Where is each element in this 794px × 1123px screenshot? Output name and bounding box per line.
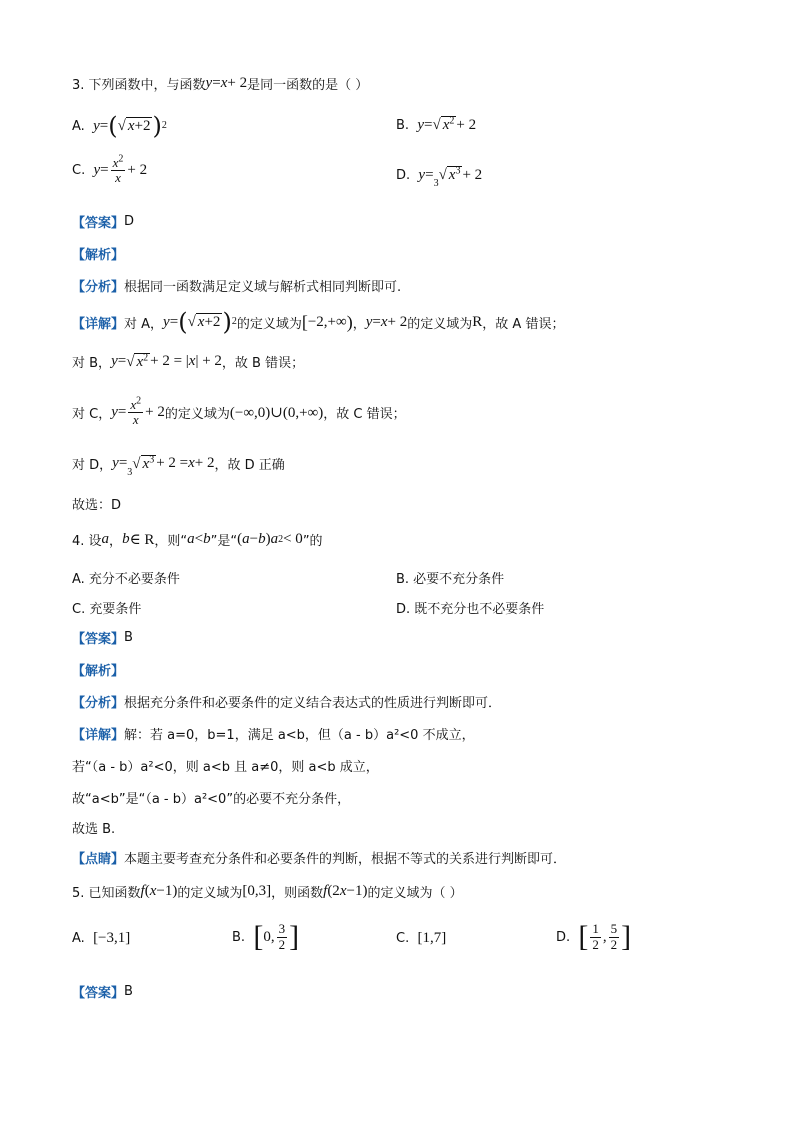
q5-option-d: D. [ $\frac{1}{2}$ , $\frac{5}{2}$ ] — [556, 920, 632, 953]
q3-detail-d: 对 D， y = 3 √ $x^3$ + 2 = x + 2 ，故 D 正确 — [72, 454, 285, 478]
q3-option-c: C. y = $\frac{x^2}{x}$ + 2 — [72, 153, 148, 186]
q3-stem: 3. 下列函数中，与函数 y = x + 2 是同一函数的是（ ） — [72, 75, 369, 93]
q5-stem: 5. 已知函数 f ( x −1) 的定义域为 [0,3] ，则函数 f (2 x −1) 的定义域为（ ） — [72, 883, 463, 901]
q5-option-b: B. [ 0, $\frac{3}{2}$ ] — [232, 920, 300, 953]
q4-option-a: A. 充分不必要条件 — [72, 572, 180, 587]
q4-detail-line-3: 故“a<b”是“（a - b）a²<0”的必要不充分条件， — [72, 792, 351, 807]
q3-choose: 故选：D — [72, 498, 122, 513]
q4-dianjing: 【点睛】 本题主要考查充分条件和必要条件的判断，根据不等式的关系进行判断即可． — [72, 852, 567, 867]
q3-option-a: A. y = ( √ x+2 ) 2 — [72, 112, 167, 140]
q4-answer: 【答案】 B — [72, 630, 133, 647]
q4-stem: 4. 设 a ， b ∈ R ，则“ a < b ”是“ ( a − b ) a 2 < 0 ”的 — [72, 531, 323, 549]
q4-option-c: C. 充要条件 — [72, 602, 142, 617]
q4-fenxi: 【分析】 根据充分条件和必要条件的定义结合表达式的性质进行判断即可． — [72, 696, 502, 711]
q4-option-b: B. 必要不充分条件 — [396, 572, 505, 587]
q3-fenxi: 【分析】 根据同一函数满足定义域与解析式相同判断即可. — [72, 280, 402, 295]
q3-option-b: B. y = √ $x^2$ + 2 — [396, 115, 477, 133]
q3-detail-b: 对 B， y = √ $x^2$ + 2 = | x | + 2 ，故 B 错误； — [72, 352, 305, 371]
q3-answer: 【答案】 D — [72, 214, 135, 231]
q4-detail-line-2: 若“（a - b）a²<0，则 a<b 且 a≠0，则 a<b 成立， — [72, 760, 379, 775]
q4-option-d: D. 既不充分也不必要条件 — [396, 602, 545, 617]
q3-option-d: D. y = 3 √ $x^3$ + 2 — [396, 165, 483, 189]
q4-detail-line-4: 故选 B. — [72, 822, 116, 837]
q3-analysis-heading: 【 解析 】 — [72, 248, 125, 263]
q5-answer: 【答案】 B — [72, 984, 133, 1001]
q3-stem-prefix: 3. 下列函数中，与函数 — [72, 78, 206, 93]
q5-option-a: A. [−3,1] — [72, 930, 131, 946]
q4-detail-line-1: 【详解】 解：若 a=0，b=1，满足 a<b，但（a - b）a²<0 不成立， — [72, 728, 475, 743]
q4-analysis-heading: 【 解析 】 — [72, 664, 125, 679]
q3-detail-c: 对 C， y = $\frac{x^2}{x}$ + 2 的定义域为 (−∞,0)∪(0,+∞) ，故 C 错误； — [72, 395, 406, 428]
q3-detail-a: 【详解】 对 A， y = ( √ x+2 ) 2 的定义域为 [ −2,+∞ ) ， y = x + 2 的定义域为 R ，故 A 错误； — [72, 308, 565, 336]
q3-stem-suffix: 是同一函数的是（ ） — [247, 78, 369, 93]
q3-stem-formula: y — [205, 75, 213, 91]
q5-option-c: C. [1,7] — [396, 930, 447, 946]
